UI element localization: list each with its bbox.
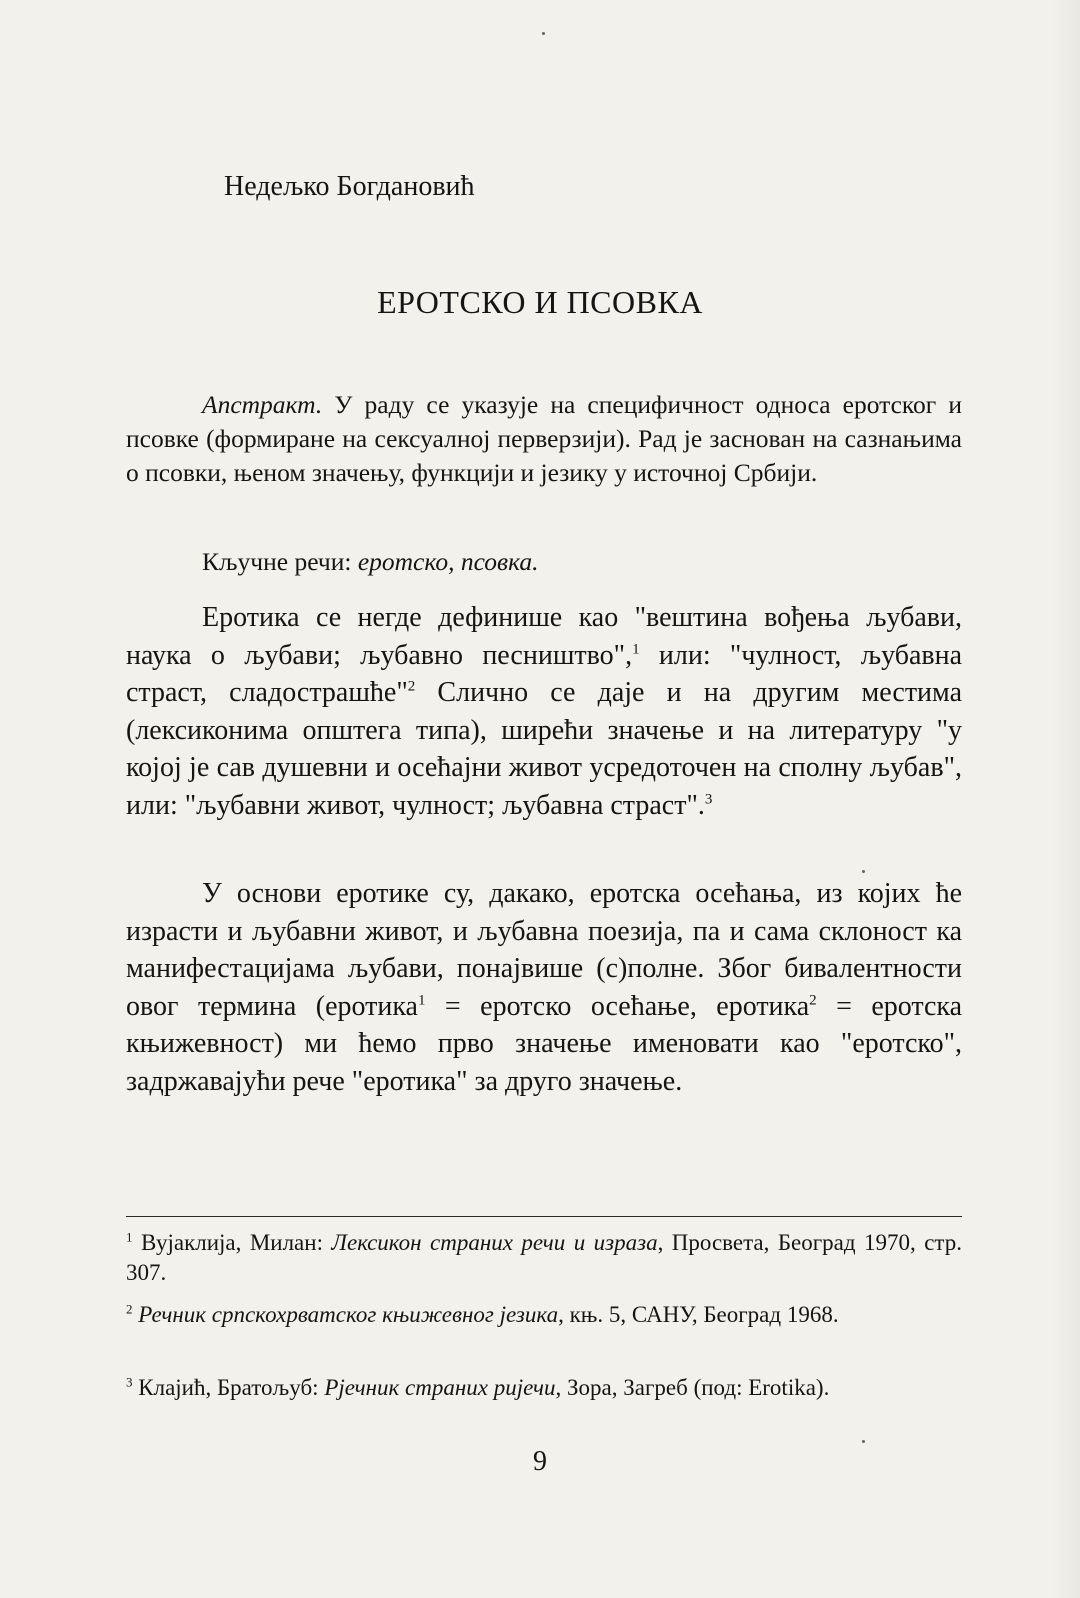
paragraph-1-part: или: "чулност, љубавна страст, сладострашће": [126, 639, 963, 708]
paragraph-2: [126, 875, 962, 1100]
footnote-ref: 2: [407, 678, 416, 695]
footnote-text: Вујаклија, Милан:: [140, 1230, 332, 1255]
footnote-1: [126, 1228, 962, 1288]
speck: [862, 870, 865, 873]
footnote-title: Речник српскохрватског књижевног језика: [138, 1302, 559, 1327]
speck: [542, 32, 545, 35]
footnote-title: Рјечник страних ријечи: [324, 1375, 556, 1400]
abstract-text: У раду се указује на специфичност односа еротског и псовке (формиране на сексуалној перверзији). Рад је заснован на сазнањима о псовки, њеном значењу, функцији и језику у источној Србији.: [126, 390, 962, 487]
footnote-number: 3: [126, 1374, 133, 1390]
superscript: 2: [809, 992, 817, 1009]
abstract: [126, 388, 962, 490]
footnote-separator: [126, 1216, 962, 1217]
superscript: 1: [417, 992, 426, 1009]
author-name: Недељко Богдановић: [224, 171, 475, 202]
speck: [862, 1440, 865, 1443]
paragraph-2-part: У основи еротике су, дакако, еротска осећања, из којих ће израсти и љубавни живот, и љубавна поезија, па и сама склоност ка манифестацијама љубави, понајвише (с)полне. Због бивалентности овог термина (еротика: [126, 878, 962, 1022]
footnote-text: , књ. 5, САНУ, Београд 1968.: [558, 1302, 839, 1327]
keywords-label: Кључне речи:: [202, 547, 352, 576]
footnote-text: Клајић, Братољуб:: [138, 1375, 325, 1400]
footnote-text: , Просвета, Београд 1970, стр. 307.: [126, 1230, 963, 1285]
footnote-number: 1: [126, 1229, 133, 1245]
paragraph-1-part: Еротика се негде дефинише као "вештина вођења љубави, наука о љубави; љубавно песништво",: [126, 602, 962, 671]
paragraph-2-part: = еротска књижевност) ми ћемо прво значење именовати као "еротско", задржавајући рече "еротика" за друго значење.: [126, 990, 962, 1097]
footnote-2: [126, 1300, 962, 1330]
footnote-ref: 3: [704, 791, 713, 808]
page-number: 9: [533, 1446, 547, 1477]
keywords-value: еротско, псовка.: [357, 547, 539, 576]
article-title: ЕРОТСКО И ПСОВКА: [377, 284, 703, 320]
footnote-number: 2: [126, 1301, 133, 1317]
paragraph-1: [126, 599, 962, 824]
abstract-label: Апстракт.: [202, 390, 323, 419]
page-edge-shadow: [1052, 0, 1080, 1598]
keywords: [126, 545, 962, 579]
footnote-title: Лексикон страних речи и израза: [331, 1230, 658, 1255]
footnote-ref: 1: [632, 641, 640, 658]
paragraph-1-part: Слично се даје и на другим местима (лексиконима општега типа), ширећи значење и на литературу "у којој је сав душевни и осећајни живот усредоточен на сполну љубав", или: "љубавни живот, чулност; љубавна страст".: [126, 677, 962, 821]
paragraph-2-part: = еротско осећање, еротика: [425, 990, 810, 1022]
footnote-3: [126, 1373, 962, 1403]
footnote-text: , Зора, Загреб (под: Erotika).: [555, 1375, 830, 1400]
